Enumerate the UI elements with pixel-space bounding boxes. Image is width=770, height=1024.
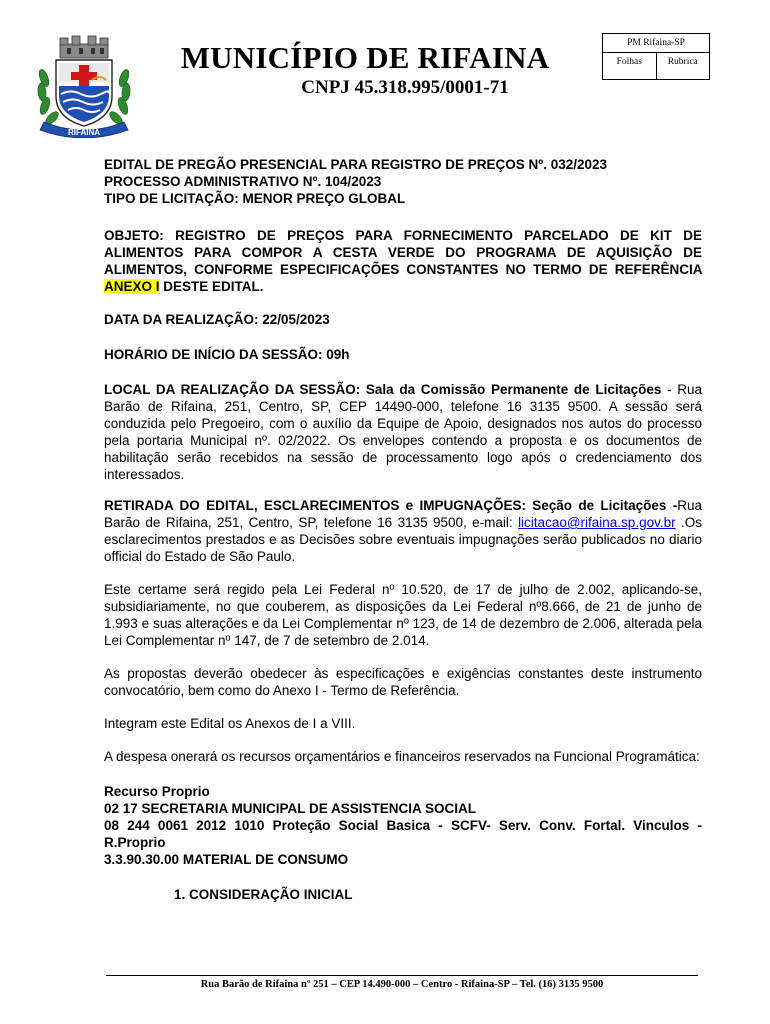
municipality-title: MUNICÍPIO DE RIFAINA [180, 40, 550, 75]
footer-divider [106, 975, 698, 976]
horario-sessao: HORÁRIO DE INÍCIO DA SESSÃO: 09h [104, 347, 350, 362]
retirada-paragraph [104, 497, 702, 565]
recurso-title: Recurso Proprio [104, 784, 210, 799]
propostas-paragraph: As propostas deverão obedecer às especificações e exigências constantes deste instrumento convocatório, bem como do Anexo I - Termo de Referência. [104, 666, 702, 698]
local-text: - Rua Barão de Rifaina, 251, Centro, SP, CEP 14490-000, telefone 16 3135 9500. A sessão será conduzida pelo Pregoeiro, com o auxílio da Equipe de Apoio, designados nos autos do processo pela portaria Municipal nº. 02/2022. Os envelopes contendo a proposta e os documentos de habilitação serão recebidos na sessão de processamento logo após o credenciamento dos interessados. [104, 382, 703, 482]
edital-title: EDITAL DE PREGÃO PRESENCIAL PARA REGISTRO DE PREÇOS Nº. 032/2023 [104, 157, 608, 172]
local-paragraph [104, 381, 702, 483]
cnpj-number: CNPJ 45.318.995/0001-71 [301, 77, 509, 98]
svg-text:RIFAINA: RIFAINA [68, 128, 100, 137]
anexos-paragraph: Integram este Edital os Anexos de I a VIII. [104, 716, 356, 731]
recurso-secretaria: 02 17 SECRETARIA MUNICIPAL DE ASSISTENCIA SOCIAL [104, 801, 477, 816]
data-realizacao: DATA DA REALIZAÇÃO: 22/05/2023 [104, 312, 330, 327]
stamp-rubrica: Rubrica [656, 53, 710, 80]
certame-paragraph: Este certame será regido pela Lei Federal nº 10.520, de 17 de julho de 2.002, aplicando-se, subsidiariamente, no que couberem, as disposições da Lei Federal nº8.666, de 21 de junho de 1.993 e suas alterações e da Lei Complementar nº 123, de 14 de dezembro de 2.006, alterada pela Lei Complementar nº 147, de 7 de setembro de 2.014. [104, 582, 702, 648]
despesa-paragraph: A despesa onerará os recursos orçamentários e financeiros reservados na Funcional Programática: [104, 749, 700, 764]
retirada-text: Rua Barão de Rifaina, 251, Centro, SP, telefone 16 3135 9500, e-mail: [104, 498, 702, 530]
objeto-tail: DESTE EDITAL. [159, 279, 264, 294]
document-body [104, 156, 702, 903]
letterhead [0, 0, 770, 140]
objeto-paragraph [104, 227, 702, 295]
stamp-folhas: Folhas [616, 57, 642, 67]
protocol-stamp [602, 33, 710, 80]
recurso-material: 3.3.90.30.00 MATERIAL DE CONSUMO [104, 852, 349, 867]
anexo-highlight: ANEXO I [104, 279, 160, 294]
processo-administrativo: PROCESSO ADMINISTRATIVO Nº. 104/2023 [104, 174, 382, 189]
local-label: LOCAL DA REALIZAÇÃO DA SESSÃO: Sala da Comissão Permanente de Licitações [104, 382, 662, 397]
stamp-fields [603, 53, 709, 80]
stamp-title: PM Rifaina-SP [603, 34, 709, 53]
crest-ribbon-text [34, 34, 134, 138]
recurso-funcional: 08 244 0061 2012 1010 Proteção Social Basica - SCFV- Serv. Conv. Fortal. Vinculos - R.Proprio [104, 818, 702, 850]
tipo-licitacao: TIPO DE LICITAÇÃO: MENOR PREÇO GLOBAL [104, 191, 406, 206]
footer-address: Rua Barão de Rifaina nº 251 – CEP 14.490-000 – Centro - Rifaina-SP – Tel. (16) 3135 9500 [200, 979, 604, 990]
retirada-tail: .Os esclarecimentos prestados e as Decisões sobre eventuais impugnações serão publicados no diario official do Estado de São Paulo. [104, 515, 702, 564]
objeto-text: OBJETO: REGISTRO DE PREÇOS PARA FORNECIMENTO PARCELADO DE KIT DE ALIMENTOS PARA COMPOR A CESTA VERDE DO PROGRAMA DE AQUISIÇÃO DE ALIMENTOS, CONFORME ESPECIFICAÇÕES CONSTANTES NO TERMO DE REFERÊNCIA [104, 228, 702, 277]
email-link[interactable]: licitacao@rifaina.sp.gov.br [518, 515, 676, 530]
section-heading: 1. CONSIDERAÇÃO INICIAL [174, 887, 353, 902]
retirada-label: RETIRADA DO EDITAL, ESCLARECIMENTOS e IMPUGNAÇÕES: Seção de Licitações - [104, 498, 678, 513]
